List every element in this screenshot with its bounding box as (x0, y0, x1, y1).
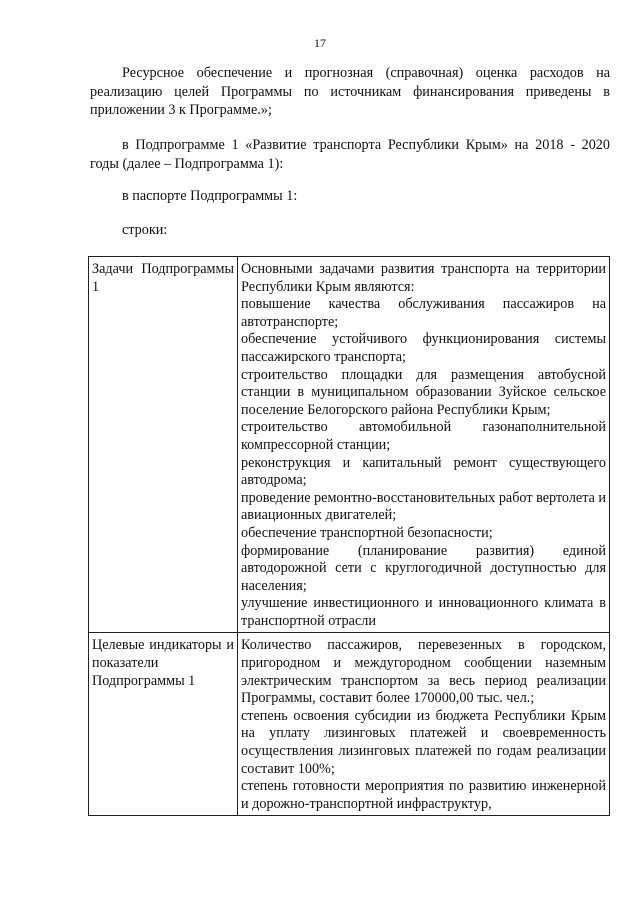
list-item: улучшение инвестиционного и инновационного климата в транспортной отрасли (241, 595, 606, 629)
row-content-indicators (238, 633, 610, 816)
list-item: обеспечение транспортной безопасности; (241, 524, 493, 541)
page-number: 17 (314, 36, 326, 50)
list-item: реконструкция и капитальный ремонт существующего автодрома; (241, 454, 606, 489)
table-row (89, 257, 610, 633)
list-item: Количество пассажиров, перевезенных в городском, пригородном и междугородном сообщении наземным электрическим транспортом за весь период реализации Программы, составит более 170000,00 тыс. чел.; (241, 637, 606, 707)
list-item: степень готовности мероприятия по развитию инженерной и дорожно-транспортной инфраструктур, (241, 778, 606, 812)
list-item: строительство автомобильной газонаполнительной компрессорной станции; (241, 419, 606, 453)
page-bottom-edge (0, 880, 640, 905)
row-label-indicators: Целевые индикаторы и показатели Подпрограммы 1 (89, 633, 238, 816)
paragraph-resource-provision: Ресурсное обеспечение и прогнозная (справочная) оценка расходов на реализацию целей Программы по источникам финансирования приведены в приложении 3 к Программе.»; (90, 65, 610, 118)
list-item: Основными задачами развития транспорта на территории Республики Крым являются: (241, 261, 606, 295)
row-label-tasks: Задачи Подпрограммы 1 (89, 257, 238, 633)
paragraph-subprogram-1: в Подпрограмме 1 «Развитие транспорта Республики Крым» на 2018 - 2020 годы (далее – Подпрограмма 1): (90, 137, 610, 172)
list-item: повышение качества обслуживания пассажиров на автотранспорте; (241, 296, 606, 330)
list-item: формирование (планирование развития) единой автодорожной сети с круглогодичной доступностью для населения; (241, 542, 606, 594)
table-row (89, 633, 610, 816)
paragraph-lines: строки: (122, 222, 168, 238)
row-content-tasks (238, 257, 610, 633)
list-item: обеспечение устойчивого функционирования системы пассажирского транспорта; (241, 331, 606, 365)
list-item: строительство площадки для размещения автобусной станции в муниципальном образовании Зуйское сельское поселение Белогорского района Республики Крым; (241, 366, 606, 418)
paragraph-passport: в паспорте Подпрограммы 1: (122, 188, 298, 204)
passport-table (88, 256, 610, 816)
list-item: степень освоения субсидии из бюджета Республики Крым на уплату лизинговых платежей и своевременность осуществления лизинговых платежей по годам реализации составит 100%; (241, 707, 606, 777)
list-item: проведение ремонтно-восстановительных работ вертолета и авиационных двигателей; (241, 489, 607, 524)
